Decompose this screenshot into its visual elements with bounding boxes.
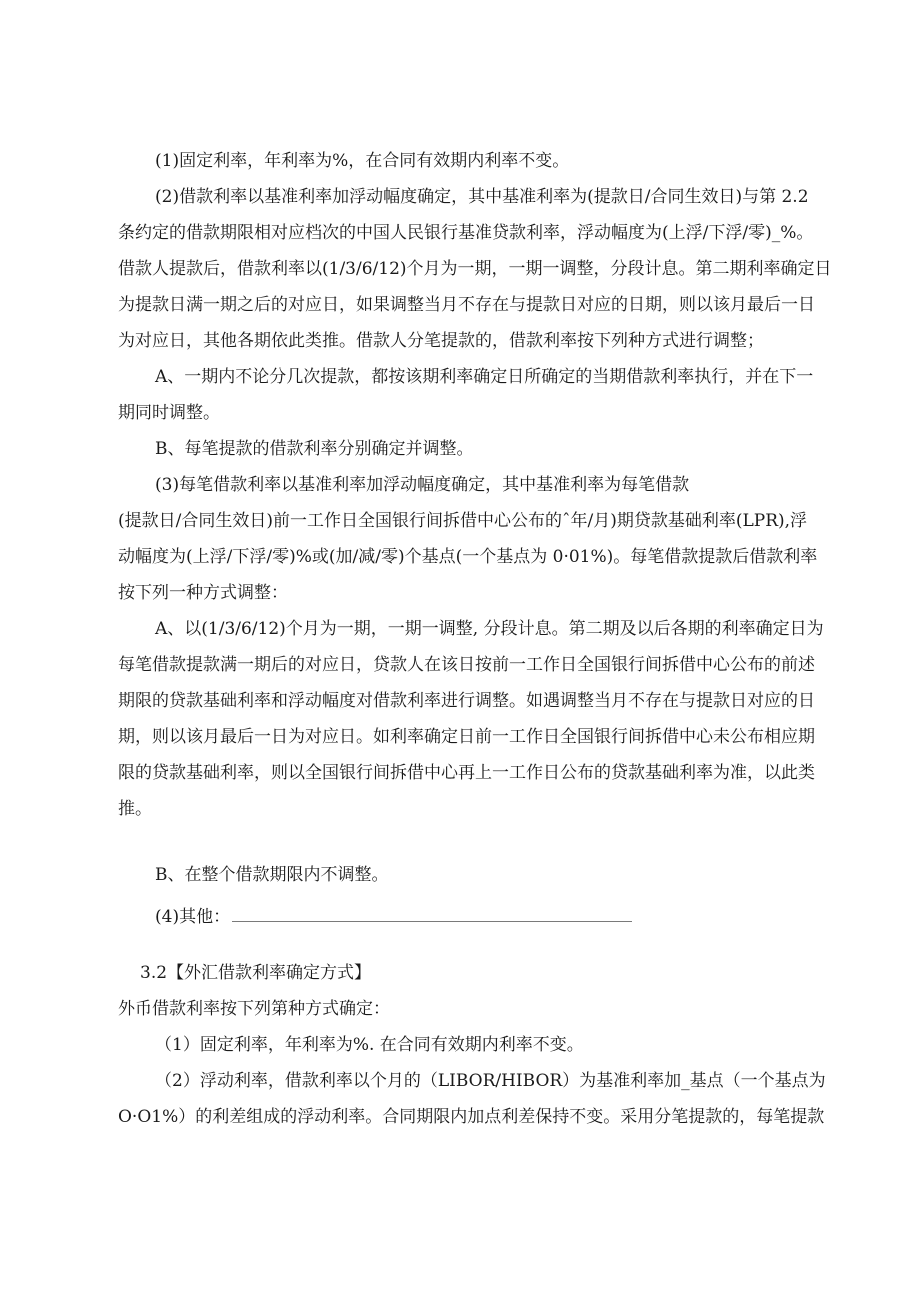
- para-3-line-1: (3)每笔借款利率以基准利率加浮动幅度确定，其中基准利率为每笔借款: [155, 475, 690, 495]
- section-3-2-item-2-line-1: （2）浮动利率，借款利率以个月的（LIBOR/HIBOR）为基准利率加_基点（一个基点为: [155, 1071, 826, 1091]
- para-3-option-a-line-6: 推。: [118, 799, 152, 819]
- para-1-fixed-rate: (1)固定利率，年利率为%，在合同有效期内利率不变。: [155, 151, 570, 171]
- section-3-2-intro: 外币借款利率按下列第种方式确定：: [118, 999, 390, 1019]
- para-3-line-2: (提款日/合同生效日)前一工作日全国银行间拆借中心公布的ˆ年/月)期贷款基础利率(LPR),浮: [118, 511, 808, 531]
- para-3-line-3: 动幅度为(上浮/下浮/零)%或(加/减/零)个基点(一个基点为 0·01%)。每笔借款提款后借款利率: [118, 547, 818, 567]
- para-3-option-a-line-1: A、以(1/3/6/12)个月为一期，一期一调整, 分段计息。第二期及以后各期的利率确定日为: [155, 619, 824, 639]
- para-3-option-a-line-2: 每笔借款提款满一期后的对应日，贷款人在该日按前一工作日全国银行间拆借中心公布的前述: [118, 655, 815, 675]
- para-3-option-a-line-5: 限的贷款基础利率，则以全国银行间拆借中心再上一工作日公布的贷款基础利率为准，以此类: [118, 763, 815, 783]
- section-3-2-item-1: （1）固定利率，年利率为%. 在合同有效期内利率不变。: [155, 1035, 584, 1055]
- fill-in-blank-line: [232, 921, 632, 922]
- para-2-line-2: 条约定的借款期限相对应档次的中国人民银行基准贷款利率，浮动幅度为(上浮/下浮/零)_%。: [118, 223, 814, 243]
- section-3-2-item-2-line-2: O·O1%）的利差组成的浮动利率。合同期限内加点利差保持不变。采用分笔提款的，每笔提款: [118, 1107, 825, 1127]
- option-a-line-2: 期同时调整。: [118, 403, 220, 423]
- para-3-option-b: B、在整个借款期限内不调整。: [155, 865, 389, 885]
- option-b: B、每笔提款的借款利率分别确定并调整。: [155, 439, 474, 459]
- para-2-line-1: (2)借款利率以基准利率加浮动幅度确定，其中基准利率为(提款日/合同生效日)与第 2.2: [155, 187, 809, 207]
- para-2-line-5: 为对应日，其他各期依此类推。借款人分笔提款的，借款利率按下列种方式进行调整；: [118, 331, 764, 351]
- para-3-option-a-line-4: 期，则以该月最后一日为对应日。如利率确定日前一工作日全国银行间拆借中心未公布相应期: [118, 727, 815, 747]
- para-2-line-3: 借款人提款后，借款利率以(1/3/6/12)个月为一期，一期一调整，分段计息。第二期利率确定日: [118, 259, 832, 279]
- para-4-other: (4)其他：: [155, 907, 231, 927]
- section-3-2-heading: 3.2【外汇借款利率确定方式】: [140, 963, 372, 983]
- para-2-line-4: 为提款日满一期之后的对应日，如果调整当月不存在与提款日对应的日期，则以该月最后一日: [118, 295, 815, 315]
- para-3-option-a-line-3: 期限的贷款基础利率和浮动幅度对借款利率进行调整。如遇调整当月不存在与提款日对应的日: [118, 691, 815, 711]
- para-3-line-4: 按下列一种方式调整：: [118, 583, 288, 603]
- option-a-line-1: A、一期内不论分几次提款，都按该期利率确定日所确定的当期借款利率执行，并在下一: [155, 367, 814, 387]
